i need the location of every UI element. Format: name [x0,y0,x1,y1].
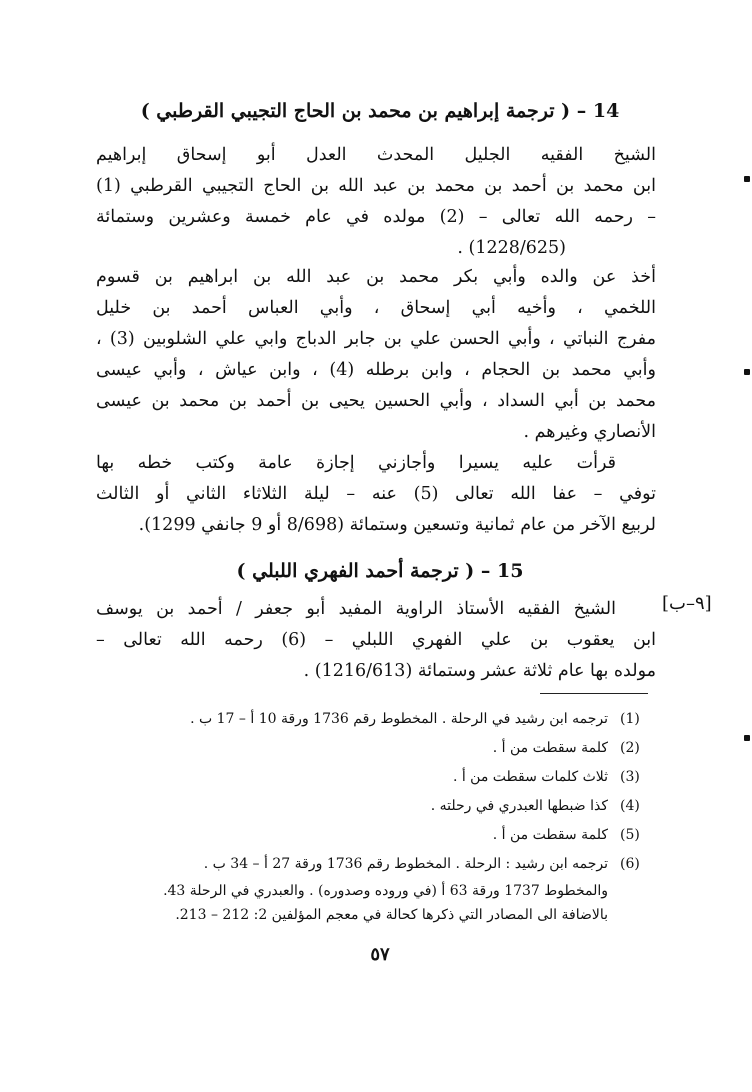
text-line: الأنصاري وغيرهم . [523,422,656,442]
page-number: ٥٧ [370,944,390,965]
footnote-text: ترجمه ابن رشيد : الرحلة . المخطوط رقم 1736 ورقة 27 أ – 34 ب . [203,856,608,872]
text-line: ابن محمد بن أحمد بن محمد بن عبد الله بن الحاج التجيبي القرطبي (1) [96,176,656,196]
footnote-separator [540,693,648,694]
footnote-number: (1) [620,711,640,727]
footnote-1 [110,705,650,734]
section-14-paragraph-3 [96,448,656,541]
footnote-text: ثلاث كلمات سقطت من أ . [452,769,608,785]
text-line: مفرج النباتي ، وأبي الحسن علي بن جابر الدباج وابي علي الشلوبين (3) ، [96,329,656,349]
text-line: وأبي محمد بن الحجام ، وابن برطله (4) ، وابن عياش ، وأبي عيسى [96,360,656,380]
folio-margin-note: [٩–ب] [662,593,712,614]
footnote-4 [110,792,650,821]
footnote-number: (3) [620,769,640,785]
text-line: توفي – عفا الله تعالى (5) عنه – ليلة الثلاثاء الثاني أو الثالث [96,484,656,504]
footnote-number: (6) [620,856,640,872]
text-line: ابن يعقوب بن علي الفهري اللبلي – (6) رحمه الله تعالى – [96,630,656,650]
text-line: (1228/625) . [457,238,566,258]
section-14-paragraph-2 [96,262,656,448]
edge-mark [744,369,750,375]
footnote-6 [110,850,650,927]
footnote-number: (5) [620,827,640,843]
text-line: الشيخ الفقيه الأستاذ الراوية المفيد أبو جعفر / أحمد بن يوسف [96,599,616,619]
section-14-paragraph-1 [96,140,656,264]
footnote-text: بالاضافة الى المصادر التي ذكرها كحالة في معجم المؤلفين 2: 212 – 213. [175,907,608,923]
footnote-number: (2) [620,740,640,756]
edge-mark [744,735,750,741]
text-line: – رحمه الله تعالى – (2) مولده في عام خمسة وعشرين وستمائة [96,207,656,227]
footnote-text: والمخطوط 1737 ورقة 63 أ (في وروده وصدوره) . والعبدري في الرحلة 43. [163,883,608,899]
footnote-text: كلمة سقطت من أ . [492,740,608,756]
section-heading-15: 15 – ( ترجمة أحمد الفهري اللبلي ) [236,560,524,582]
footnote-2 [110,734,650,763]
text-line: محمد بن أبي السداد ، وأبي الحسين يحيى بن أحمد بن محمد بن عيسى [96,391,656,411]
section-15-paragraph-1 [96,594,656,687]
text-line: مولده بها عام ثلاثة عشر وستمائة (1216/613) . [303,661,656,681]
footnote-number: (4) [620,798,640,814]
text-line: لربيع الآخر من عام ثمانية وتسعين وستمائة (8/698 أو 9 جانفي 1299). [138,515,656,535]
footnote-text: ترجمه ابن رشيد في الرحلة . المخطوط رقم 1736 ورقة 10 أ – 17 ب . [190,711,608,727]
edge-mark [744,176,750,182]
text-line: الشيخ الفقيه الجليل المحدث العدل أبو إسحاق إبراهيم [96,145,656,165]
text-line: اللخمي ، وأخيه أبي إسحاق ، وأبي العباس أحمد بن خليل [96,298,656,318]
footnote-5 [110,821,650,850]
section-heading-14: 14 – ( ترجمة إبراهيم بن محمد بن الحاج التجيبي القرطبي ) [140,100,620,122]
text-line: قرأت عليه يسيرا وأجازني إجازة عامة وكتب خطه بها [96,453,616,473]
footnote-text: كذا ضبطها العبدري في رحلته . [430,798,608,814]
footnote-3 [110,763,650,792]
footnote-text: كلمة سقطت من أ . [492,827,608,843]
footnotes [110,705,650,927]
text-line: أخذ عن والده وأبي بكر محمد بن عبد الله بن ابراهيم بن قسوم [96,267,656,287]
